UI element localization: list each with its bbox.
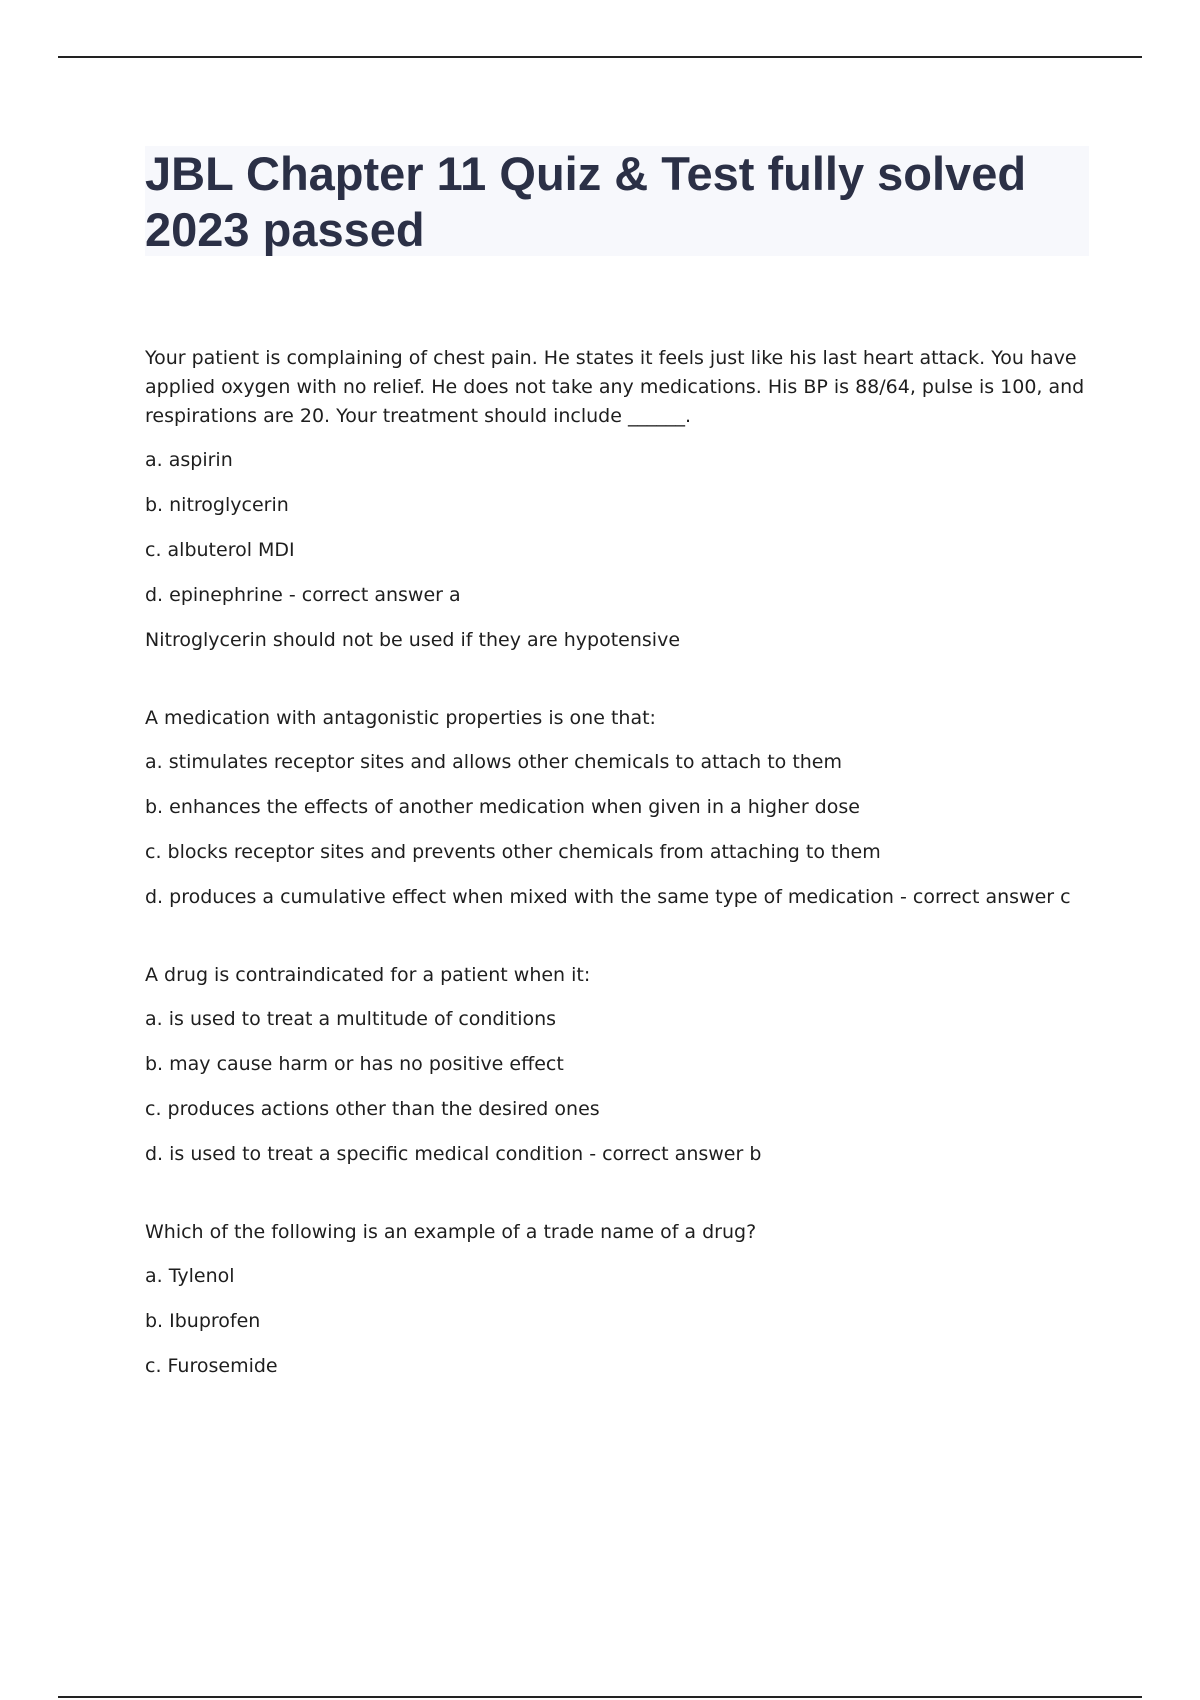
question-1	[145, 344, 1095, 654]
question-text: A drug is contraindicated for a patient when it:	[145, 964, 591, 986]
document-body	[145, 344, 1095, 1430]
top-rule	[58, 56, 1142, 58]
answer-option: c. Furosemide	[145, 1355, 278, 1377]
document-title: JBL Chapter 11 Quiz & Test fully solved 2023 passed	[145, 147, 1027, 256]
answer-option: a. Tylenol	[145, 1265, 235, 1287]
answer-option: d. produces a cumulative effect when mixed with the same type of medication - correct answer c	[145, 886, 1071, 908]
answer-option: d. epinephrine - correct answer a	[145, 584, 461, 606]
answer-option: a. is used to treat a multitude of conditions	[145, 1008, 557, 1030]
answer-option: a. stimulates receptor sites and allows other chemicals to attach to them	[145, 751, 843, 773]
title-box	[145, 146, 1089, 256]
answer-option: b. Ibuprofen	[145, 1310, 261, 1332]
question-text: Your patient is complaining of chest pain. He states it feels just like his last heart attack. You have applied oxygen with no relief. He does not take any medications. His BP is 88/64, pulse is 100, and respirations are 20. Your treatment should include ______.	[145, 347, 1085, 427]
answer-option: c. blocks receptor sites and prevents other chemicals from attaching to them	[145, 841, 881, 863]
answer-note: Nitroglycerin should not be used if they are hypotensive	[145, 629, 681, 651]
answer-option: c. albuterol MDI	[145, 539, 295, 561]
answer-option: b. nitroglycerin	[145, 494, 289, 516]
answer-option: a. aspirin	[145, 449, 233, 471]
answer-option: d. is used to treat a specific medical condition - correct answer b	[145, 1143, 762, 1165]
question-4	[145, 1218, 1095, 1380]
question-text: Which of the following is an example of a trade name of a drug?	[145, 1221, 757, 1243]
answer-option: b. may cause harm or has no positive effect	[145, 1053, 564, 1075]
question-2	[145, 704, 1095, 911]
answer-option: c. produces actions other than the desired ones	[145, 1098, 600, 1120]
question-3	[145, 961, 1095, 1168]
question-text: A medication with antagonistic properties is one that:	[145, 707, 656, 729]
bottom-rule	[58, 1696, 1142, 1698]
answer-option: b. enhances the effects of another medication when given in a higher dose	[145, 796, 860, 818]
